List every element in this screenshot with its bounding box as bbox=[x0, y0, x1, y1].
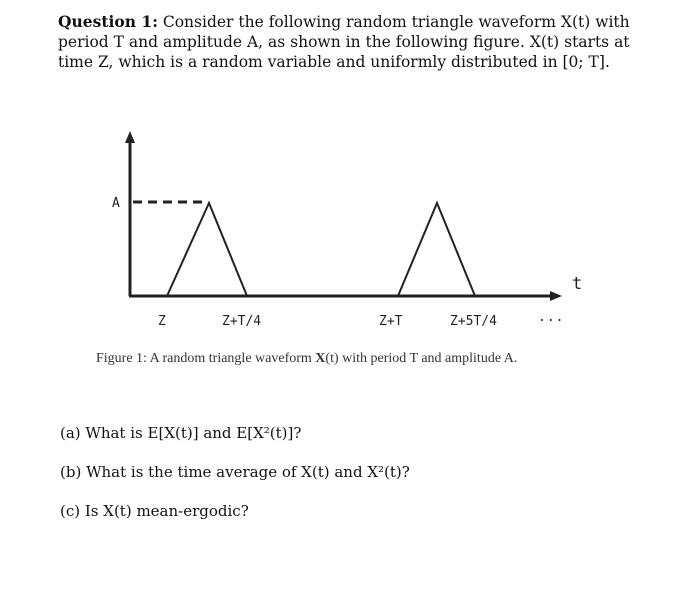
question-body: Consider the following random triangle waveform X(t) with period T and amplitude A, as shown in the following figure. X(t) starts at time Z, which is a random variable and uniformly distributed in [0; T]. bbox=[58, 13, 630, 71]
time-axis-label: t bbox=[572, 274, 583, 294]
x-axis-arrow bbox=[550, 291, 562, 301]
ellipsis-label: ... bbox=[538, 310, 565, 325]
triangle-pulse-1 bbox=[167, 203, 247, 296]
figure-caption bbox=[96, 351, 656, 367]
triangle-pulse-2 bbox=[398, 203, 475, 296]
amplitude-label: A bbox=[112, 196, 120, 211]
caption-symbol: X bbox=[315, 351, 326, 366]
tick-label: Z+5T/4 bbox=[450, 314, 497, 329]
y-axis-arrow bbox=[125, 131, 135, 143]
tick-label: Z bbox=[158, 314, 166, 329]
caption-suffix: (t) with period T and amplitude A. bbox=[325, 351, 518, 366]
caption-prefix: Figure 1: A random triangle waveform bbox=[96, 351, 312, 366]
question-label: Question 1: bbox=[58, 12, 158, 31]
subquestion-c: (c) Is X(t) mean-ergodic? bbox=[60, 502, 249, 520]
subquestion-a: (a) What is E[X(t)] and E[X²(t)]? bbox=[60, 424, 302, 442]
subquestion-b: (b) What is the time average of X(t) and X²(t)? bbox=[60, 463, 410, 481]
tick-label: Z+T/4 bbox=[222, 314, 262, 329]
tick-label: Z+T bbox=[379, 314, 403, 329]
